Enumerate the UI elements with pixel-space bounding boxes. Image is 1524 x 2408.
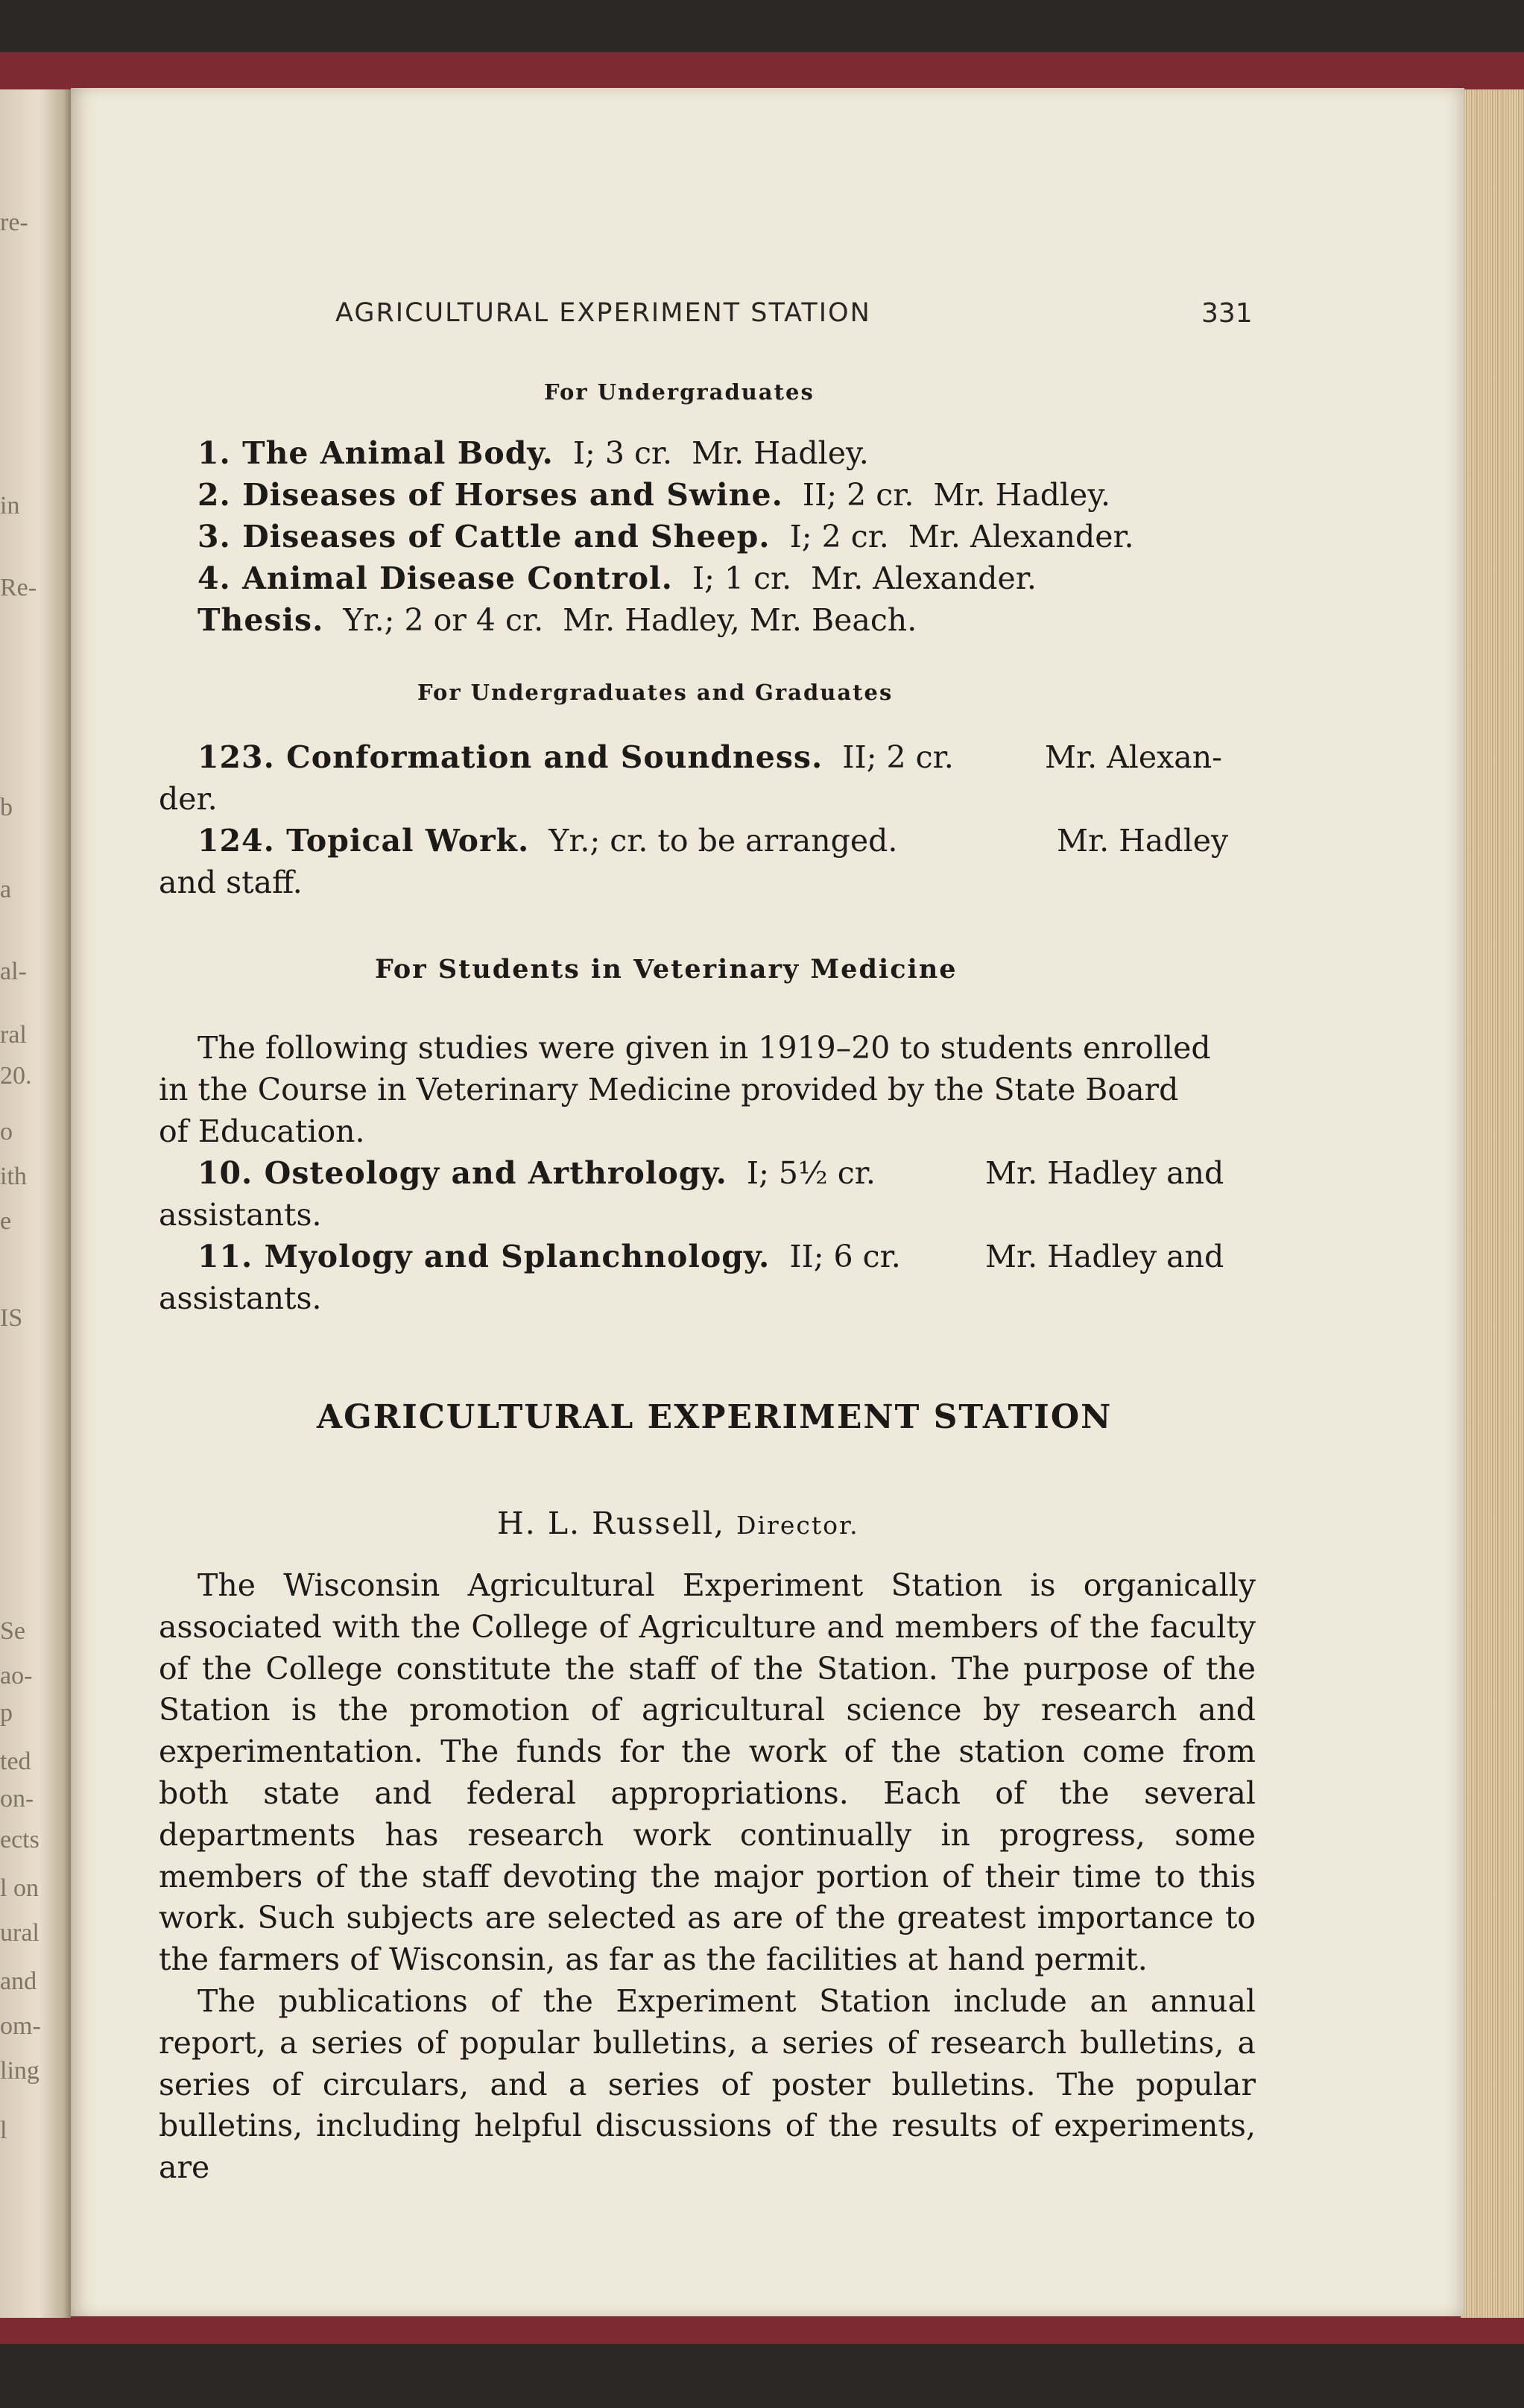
course-line <box>197 1152 876 1194</box>
prev-page-fragment: a <box>0 876 12 903</box>
course-instructor-continued: assistants. <box>159 1280 322 1316</box>
prev-page-fragment: l <box>0 2117 7 2144</box>
station-paragraph-2: The publications of the Experiment Station include an annual report, a series of popular bulletins, a series of research bulletins, a series of circulars, and a series of poster bulletins. The popular bulletins, including helpful discussions of the results of experiments, are <box>159 1983 1256 2186</box>
prev-page-fragment: o <box>0 1118 13 1145</box>
prev-page-fragment: ao- <box>0 1662 33 1690</box>
course-line <box>197 1236 901 1277</box>
course-line <box>197 432 869 474</box>
course-line <box>197 820 897 862</box>
course-line <box>197 736 954 778</box>
prev-page-fragment: ural <box>0 1919 39 1947</box>
director-title: Director. <box>736 1511 859 1540</box>
course-instructor: Mr. Alexan- <box>1045 739 1222 775</box>
course-line <box>197 557 1037 599</box>
course-instructor-continued: der. <box>159 781 218 817</box>
prev-page-fragment: l on <box>0 1874 39 1902</box>
prev-page-fragment: ling <box>0 2057 39 2085</box>
prev-page-fragment: IS <box>0 1304 23 1332</box>
prev-page-fragment: ted <box>0 1748 31 1775</box>
course-instructor: Mr. Hadley <box>1057 823 1229 859</box>
director-line <box>497 1505 859 1541</box>
course-title: 11. Myology and Splanchnology. <box>197 1239 771 1274</box>
course-instructor: Mr. Alexander. <box>811 560 1037 596</box>
course-title: 1. The Animal Body. <box>197 435 554 471</box>
course-instructor: Mr. Hadley. <box>933 477 1111 513</box>
prev-page-fragment: ral <box>0 1021 27 1049</box>
section-heading-undergrad-and-grad: For Undergraduates and Graduates <box>417 680 894 705</box>
course-instructor: Mr. Hadley, Mr. Beach. <box>563 602 917 638</box>
vet-intro-line: in the Course in Veterinary Medicine provided by the State Board <box>159 1072 1179 1107</box>
course-title: 3. Diseases of Cattle and Sheep. <box>197 519 771 554</box>
prev-page-fragment: om- <box>0 2012 41 2040</box>
prev-page-fragment: in <box>0 492 20 519</box>
section-heading-veterinary: For Students in Veterinary Medicine <box>375 954 958 985</box>
section-heading-undergraduates: For Undergraduates <box>544 379 815 405</box>
vet-intro-line: The following studies were given in 1919–20 to students enrolled <box>197 1030 1211 1066</box>
prev-page-fragment: on- <box>0 1785 34 1813</box>
prev-page-fragment: e <box>0 1207 12 1235</box>
course-title: 124. Topical Work. <box>197 823 530 859</box>
prev-page-fragment: 20. <box>0 1062 32 1090</box>
course-line <box>197 516 1134 557</box>
course-instructor: Mr. Alexander. <box>908 519 1134 554</box>
station-paragraph-1: The Wisconsin Agricultural Experiment Station is organically associated with the College of Agriculture and members of the faculty of the College constitute the staff of the Station. The purpose of the Station is the promotion of agricultural science by research and experimentation. The funds for the work of the station come from both state and federal appropriations. Each of the several departments has research work continually in progress, some members of the staff devoting the major portion of their time to this work. Such subjects are selected as are of the greatest importance to the farmers of Wisconsin, as far as the facilities at hand permit. <box>159 1567 1256 1978</box>
vet-intro-line: of Education. <box>159 1113 365 1149</box>
course-title: 10. Osteology and Arthrology. <box>197 1155 727 1191</box>
prev-page-fragment: and <box>0 1968 37 1995</box>
course-title: 4. Animal Disease Control. <box>197 560 673 596</box>
course-details: I; 2 cr. <box>789 519 889 554</box>
page-number: 331 <box>1201 298 1253 329</box>
course-line <box>197 474 1110 516</box>
course-details: Yr.; cr. to be arranged. <box>548 823 898 859</box>
course-details: I; 3 cr. <box>572 435 673 471</box>
course-details: II; 2 cr. <box>842 739 954 775</box>
course-details: II; 2 cr. <box>802 477 914 513</box>
course-instructor: Mr. Hadley. <box>692 435 869 471</box>
course-instructor-continued: and staff. <box>159 865 303 900</box>
course-instructor: Mr. Hadley and <box>985 1239 1224 1274</box>
course-details: Yr.; 2 or 4 cr. <box>343 602 544 638</box>
prev-page-fragment: ects <box>0 1826 39 1854</box>
running-head: AGRICULTURAL EXPERIMENT STATION <box>335 298 871 328</box>
prev-page-fragment: p <box>0 1699 13 1727</box>
director-name: H. L. Russell, <box>497 1505 725 1541</box>
prev-page-fragment: b <box>0 794 13 821</box>
course-instructor: Mr. Hadley and <box>985 1155 1224 1191</box>
course-details: I; 5½ cr. <box>746 1155 876 1191</box>
prev-page-fragment: re- <box>0 209 28 236</box>
course-line <box>197 599 917 641</box>
station-heading: AGRICULTURAL EXPERIMENT STATION <box>317 1398 1113 1436</box>
prev-page-fragment: al- <box>0 958 27 985</box>
course-title: 2. Diseases of Horses and Swine. <box>197 477 783 513</box>
course-title: 123. Conformation and Soundness. <box>197 739 823 775</box>
prev-page-fragment: ith <box>0 1163 27 1190</box>
course-details: I; 1 cr. <box>692 560 792 596</box>
prev-page-fragment: Se <box>0 1617 25 1645</box>
prev-page-fragment: Re- <box>0 574 37 601</box>
course-instructor-continued: assistants. <box>159 1197 322 1233</box>
course-title: Thesis. <box>197 602 324 638</box>
course-details: II; 6 cr. <box>789 1239 901 1274</box>
